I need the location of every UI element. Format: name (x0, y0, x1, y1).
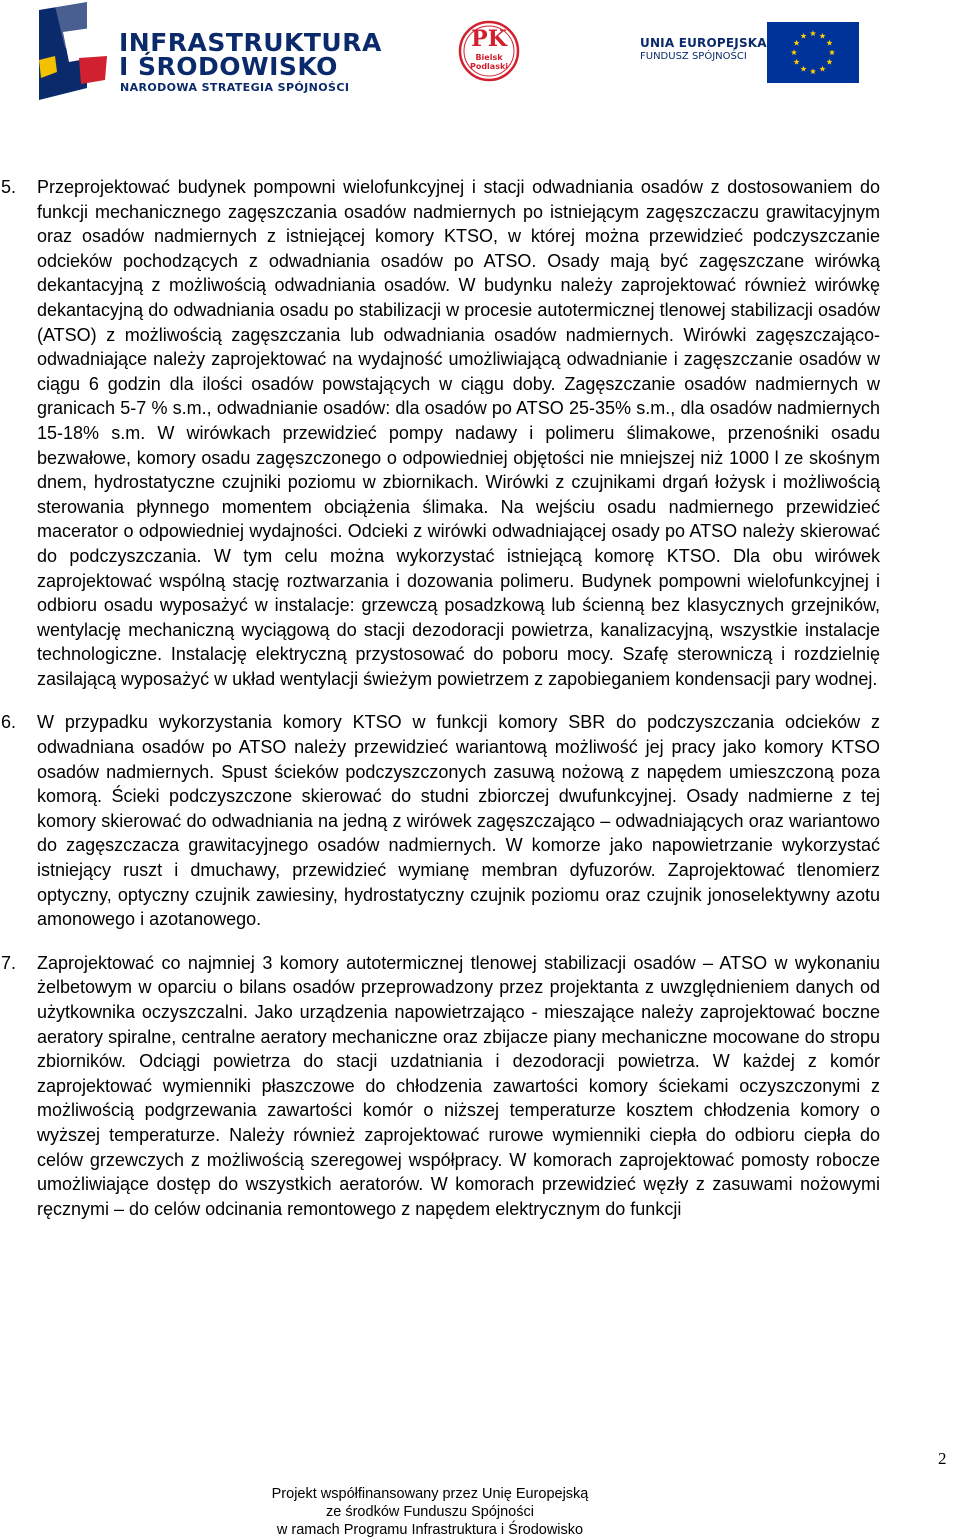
eu-flag-icon (767, 22, 859, 83)
section-item-7 (1, 951, 880, 1222)
section-number: 5. (1, 177, 17, 197)
logo-pk-letters: PK (471, 26, 507, 52)
footer-line1: Projekt współfinansowany przez Unię Europejską (271, 1486, 589, 1502)
page-footer (0, 1485, 860, 1539)
section-number: 7. (1, 952, 17, 973)
logo-pk-bielsk (458, 20, 520, 82)
section-item-6 (1, 710, 880, 931)
logo-is-line1: INFRASTRUKTURA (119, 28, 382, 57)
section-number: 6. (1, 712, 17, 733)
footer-line2: ze środków Funduszu Spójności (326, 1504, 534, 1520)
section-paragraph: Przeprojektować budynek pompowni wielofunkcyjnej i stacji odwadniania osadów z dostosowaniem do funkcji mechanicznego zagęszczania osadów nadmiernych po istniejącym zagęszczaczu grawitacyjnym oraz osadów nadmiernych z istniejącej komory KTSO, w której można przewidzieć podczyszczanie odcieków pochodzących z odwadniania osadów po ATSO. Osady mają być zagęszczane wirówką dekantacyjną z możliwością odwadniania osadów. W budynku należy zaprojektować również wirówkę dekantacyjną do odwadniania osadu po stabilizacji w procesie autotermicznej tlenowej stabilizacji osadów (ATSO) z możliwością zagęszczania lub odwadniania osadów nadmiernych. Wirówki zagęszczająco-odwadniające należy zaprojektować na wydajność umożliwiającą odwadnianie i zagęszczanie osadów w ciągu 6 godzin dla ilości osadów powstających w ciągu doby. Zagęszczanie osadów nadmiernych w granicach 5-7 % s.m., odwadnianie osadów: dla osadów po ATSO 25-35% s.m., dla osadów nadmiernych 15-18% s.m. W wirówkach przewidzieć pompy nadawy i polimeru ślimakowe, przenośniki osadu bezwałowe, komory osadu zagęszczonego o odpowiedniej objętości nie mniejszej niż 1000 l ze skośnym dnem, hydrostatyczne czujniki poziomu w zbiornikach. Wirówki z czujnikami drgań łożysk i możliwością sterowania płynnego momentem obciążenia ślimaka. Na wejściu osadu nadmiernego przewidzieć macerator o odpowiedniej wydajności. Odcieki z wirówki odwadniającej osady po ATSO należy skierować do podczyszczania. W tym celu można wykorzystać istniejącą komorę KTSO. Dla obu wirówek zaprojektować wspólną stację roztwarzania i dozowania polimeru. Budynek pompowni wielofunkcyjnej i odbioru osadu wyposażyć w instalacje: grzewczą posadzkową lub ścienną bez klasycznych grzejników, wentylację mechaniczną wyciągową do stacji dezodoracji powietrza, kanalizacyjną, wszystkie instalacje technologiczne. Instalację elektryczną przystosować do poboru mocy. Szafę sterowniczą i rozdzielnię zasilającą wyposażyć w układ wentylacji świeżym powietrzem z zapobieganiem kondensacji pary wodnej. (37, 177, 880, 689)
footer-line3: w ramach Programu Infrastruktura i Środowisko (276, 1522, 584, 1538)
section-paragraph: Zaprojektować co najmniej 3 komory autotermicznej tlenowej stabilizacji osadów – ATSO w wykonaniu żelbetowym w oparciu o bilans osadów przeprowadzony przez projektanta z uwzględnieniem danych od użytkownika oczyszczalni. Jako urządzenia napowietrzająco - mieszające należy zaprojektować boczne aeratory spiralne, centralne aeratory mechaniczne oraz zbijacze piany mechaniczne mocowane do stropu zbiorników. Odciągi powietrza do stacji uzdatniania i dezodoracji powietrza. W każdej z komór zaprojektować wymienniki płaszczowe do chłodzenia zawartości komory ściekami oczyszczonymi z możliwością podgrzewania zawartości komór o niższej temperaturze kosztem chłodzenia komory o wyższej temperaturze. Należy również zaprojektować rurowe wymienniki ciepła do odbioru ciepła do celów grzewczych z możliwością szeregowej współpracy. W komorach zaprojektować pomosty robocze umożliwiające dostęp do wszystkich aeratorów. W komorach przewidzieć węzły z zasuwami nożowymi ręcznymi – do celów odcinania remontowego z napędem elektrycznym do funkcji (37, 952, 880, 1219)
flag-emblem-icon (35, 2, 115, 102)
section-item-5 (1, 175, 880, 691)
page-header (0, 0, 960, 110)
logo-pk-sub2: Podlaski (469, 62, 509, 71)
section-paragraph: W przypadku wykorzystania komory KTSO w funkcji komory SBR do podczyszczania odcieków z odwadniana osadów po ATSO należy przewidzieć wariantową możliwość jej pracy jako komory KTSO osadów nadmiernych. Spust ścieków podczyszczonych zasuwą nożową z napędem umieszczoną poza komorą. Ścieki podczyszczone skierować do studni zbiorczej dwufunkcyjnej. Osady nadmierne z tej komory skierować do odwadniania na jedną z wirówek zagęszczająco – odwadniających oraz wariantowo do zagęszczacza grawitacyjnego osadów nadmiernych. W komorze jako napowietrzanie wykorzystać istniejący ruszt i dmuchawy, przewidzieć wymianę membran dyfuzorów. Zaprojektować tlenomierz optyczny, optyczny czujnik zawiesiny, hydrostatyczny czujnik poziomu oraz czujnik jonoselektywny azotu amonowego i azotanowego. (37, 712, 880, 930)
page-number: 2 (938, 1449, 947, 1468)
logo-infrastruktura-srodowisko (35, 2, 382, 102)
logo-pk-sub1: Bielsk (475, 53, 503, 62)
logo-is-line3: NARODOWA STRATEGIA SPÓJNOŚCI (120, 81, 350, 94)
document-body (0, 175, 960, 1221)
logo-is-line2: I ŚRODOWISKO (119, 52, 338, 81)
logo-eu-line2: FUNDUSZ SPÓJNOŚCI (640, 51, 747, 62)
logo-eu-text (640, 36, 767, 62)
logo-eu-line1: UNIA EUROPEJSKA (640, 36, 767, 50)
